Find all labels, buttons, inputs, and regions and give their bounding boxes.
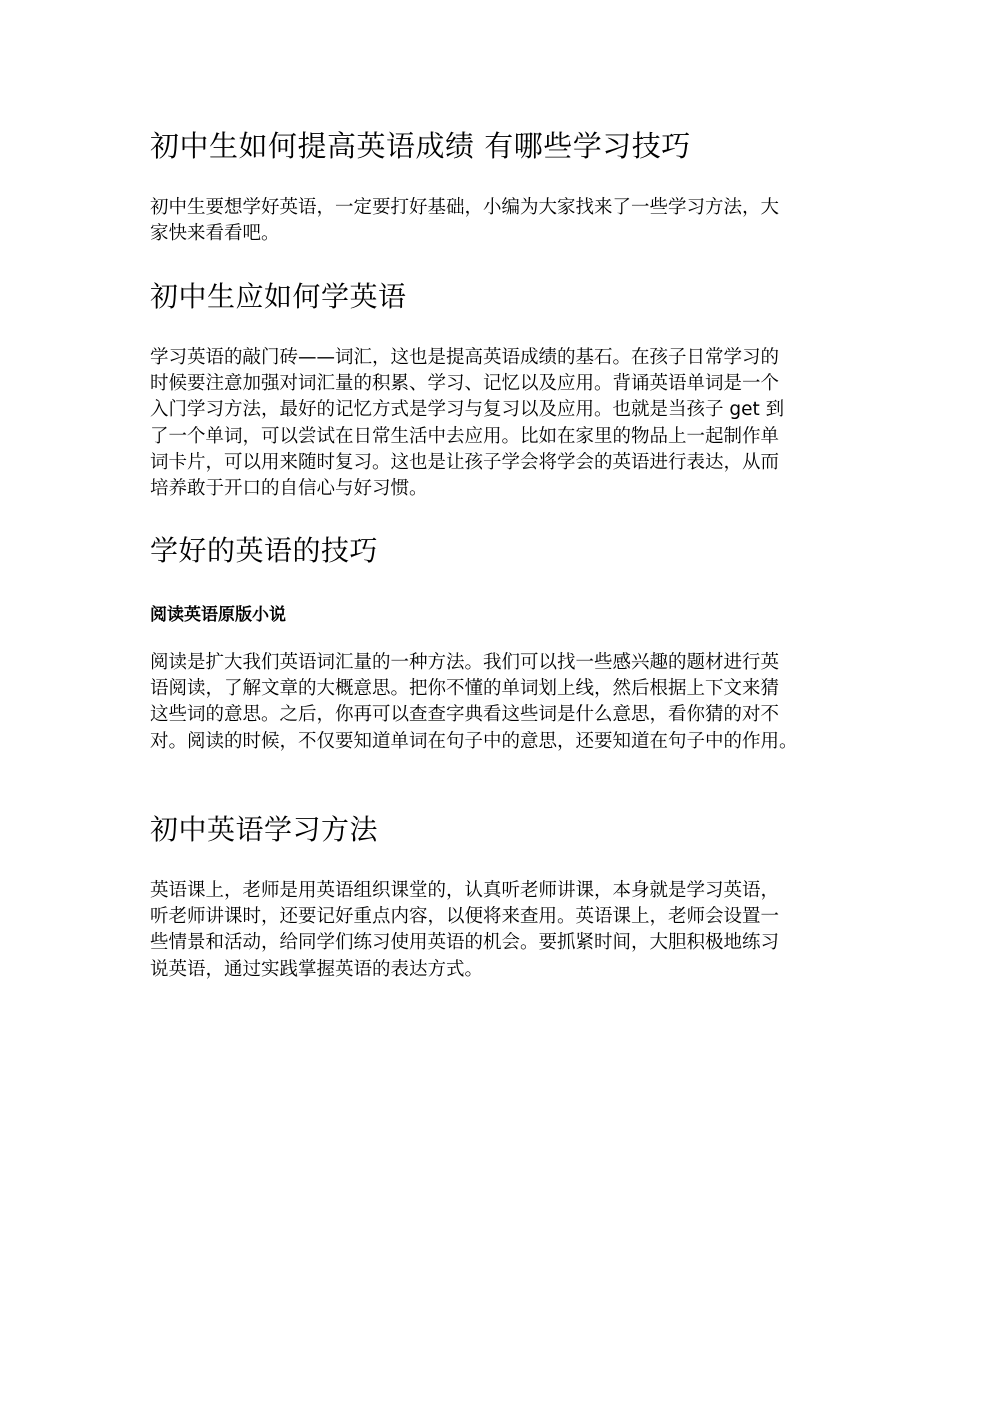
paragraph-line: 英语课上，老师是用英语组织课堂的，认真听老师讲课，本身就是学习英语，	[150, 880, 780, 901]
paragraph-line: 语阅读，了解文章的大概意思。把你不懂的单词划上线，然后根据上下文来猜	[150, 678, 780, 700]
paragraph-line: 这些词的意思。之后，你再可以查查字典看这些词是什么意思，看你猜的对不	[150, 704, 780, 726]
paragraph-line: 词卡片，可以用来随时复习。这也是让孩子学会将学会的英语进行表达，从而	[150, 451, 780, 473]
section-paragraph-how-to-learn	[150, 345, 850, 502]
section-heading-how-to-learn: 初中生应如何学英语	[150, 280, 407, 313]
section-heading-methods: 初中英语学习方法	[150, 813, 379, 846]
paragraph-line: 了一个单词，可以尝试在日常生活中去应用。比如在家里的物品上一起制作单	[150, 425, 780, 447]
section-paragraph-tips	[150, 650, 850, 755]
paragraph-line: 阅读是扩大我们英语词汇量的一种方法。我们可以找一些感兴趣的题材进行英	[150, 652, 780, 673]
paragraph-line: 对。阅读的时候，不仅要知道单词在句子中的意思，还要知道在句子中的作用。	[150, 730, 798, 752]
paragraph-line: 培养敢于开口的自信心与好习惯。	[150, 478, 428, 500]
intro-line: 家快来看看吧。	[150, 223, 280, 245]
paragraph-line: 些情景和活动，给同学们练习使用英语的机会。要抓紧时间，大胆积极地练习	[150, 932, 780, 954]
paragraph-line: 说英语，通过实践掌握英语的表达方式。	[150, 958, 484, 980]
section-paragraph-methods	[150, 878, 850, 983]
paragraph-line: 入门学习方法，最好的记忆方式是学习与复习以及应用。也就是当孩子 get 到	[150, 399, 785, 421]
paragraph-line: 学习英语的敲门砖——词汇，这也是提高英语成绩的基石。在孩子日常学习的	[150, 347, 780, 368]
document-title: 初中生如何提高英语成绩 有哪些学习技巧	[150, 129, 691, 163]
intro-paragraph	[150, 195, 850, 247]
paragraph-line: 听老师讲课时，还要记好重点内容，以便将来查用。英语课上，老师会设置一	[150, 906, 780, 928]
paragraph-line: 时候要注意加强对词汇量的积累、学习、记忆以及应用。背诵英语单词是一个	[150, 373, 780, 395]
intro-line: 初中生要想学好英语，一定要打好基础，小编为大家找来了一些学习方法，大	[150, 197, 780, 218]
section-heading-tips: 学好的英语的技巧	[150, 534, 379, 567]
subheading-read-novels: 阅读英语原版小说	[150, 605, 286, 625]
